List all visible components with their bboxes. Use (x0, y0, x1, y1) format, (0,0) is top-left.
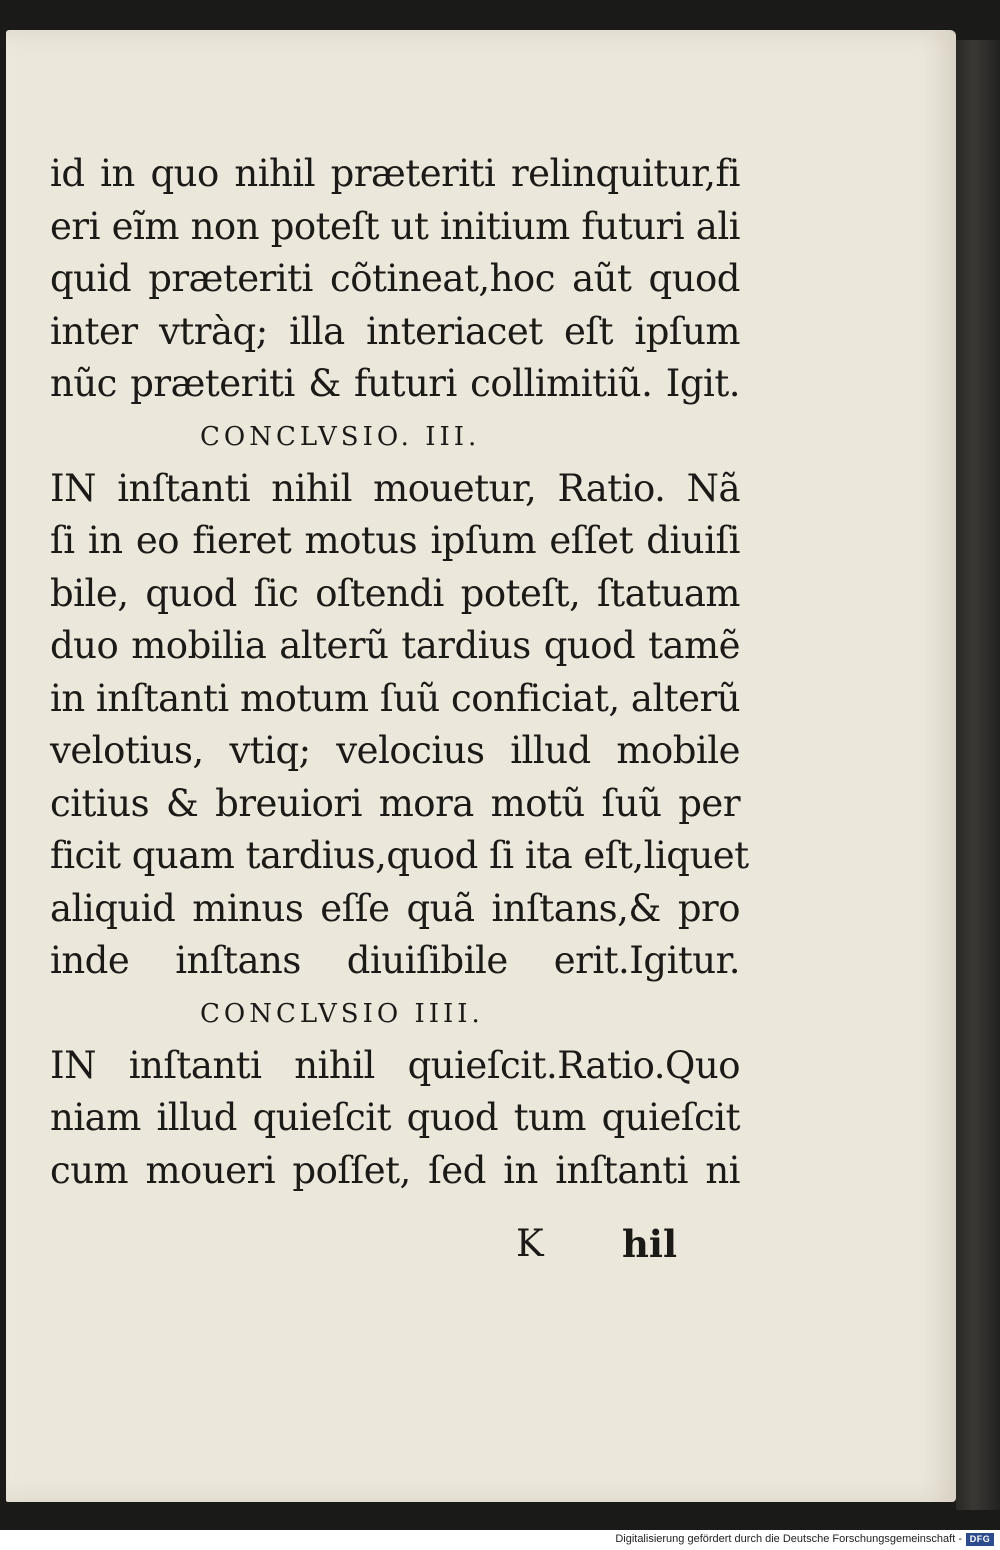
footer-credit: Digitalisierung gefördert durch die Deutsche Forschungsgemeinschaft - (615, 1533, 962, 1545)
section-heading: CONCLVSIO. III. (200, 421, 481, 452)
text-line: duo mobilia alterũ tardius quod tamẽ (50, 624, 740, 667)
text-line: inde inſtans diuiſibile erit.Igitur. (50, 939, 740, 982)
text-line: IN inſtanti nihil quieſcit.Ratio.Quo (50, 1043, 740, 1087)
text-line: nũc præteriti & futuri collimitiũ. Igit. (50, 362, 740, 405)
text-line: ficit quam tardius,quod ſi ita eſt,liquet (50, 834, 749, 877)
dfg-logo-icon: DFG (966, 1533, 994, 1546)
page-footer-marks (6, 1222, 726, 1272)
book-page (6, 30, 956, 1502)
text-line: bile, quod ſic oſtendi poteſt, ſtatuam (50, 571, 740, 615)
text-line: aliquid minus eſſe quã inſtans,& pro (50, 886, 740, 930)
text-line: id in quo nihil præteriti relinquitur,fi (50, 152, 740, 195)
text-line: inter vtràq; illa interiacet eſt ipſum (50, 309, 740, 353)
text-line: in inſtanti motum ſuũ conficiat, alterũ (50, 676, 741, 720)
text-line: cum moueri poſſet, ſed in inſtanti ni (50, 1148, 740, 1192)
text-line: eri eĩm non poteſt ut initium futuri ali (50, 204, 740, 248)
footer-bar (0, 1530, 1000, 1550)
signature-mark: K (516, 1222, 544, 1265)
text-line: citius & breuiori mora motũ ſuũ per (50, 781, 740, 825)
text-line: IN inſtanti nihil mouetur, Ratio. Nã (50, 466, 740, 510)
section-heading: CONCLVSIO IIII. (200, 998, 484, 1029)
text-line: velotius, vtiq; velocius illud mobile (50, 729, 740, 772)
text-line: quid præteriti cõtineat,hoc aũt quod (50, 257, 740, 300)
book-edge (956, 40, 1000, 1510)
page-text (50, 148, 749, 1197)
text-line: ſi in eo fieret motus ipſum eſſet diuiſi (50, 519, 740, 562)
catchword: hil (622, 1222, 678, 1266)
text-line: niam illud quieſcit quod tum quieſcit (50, 1096, 740, 1139)
